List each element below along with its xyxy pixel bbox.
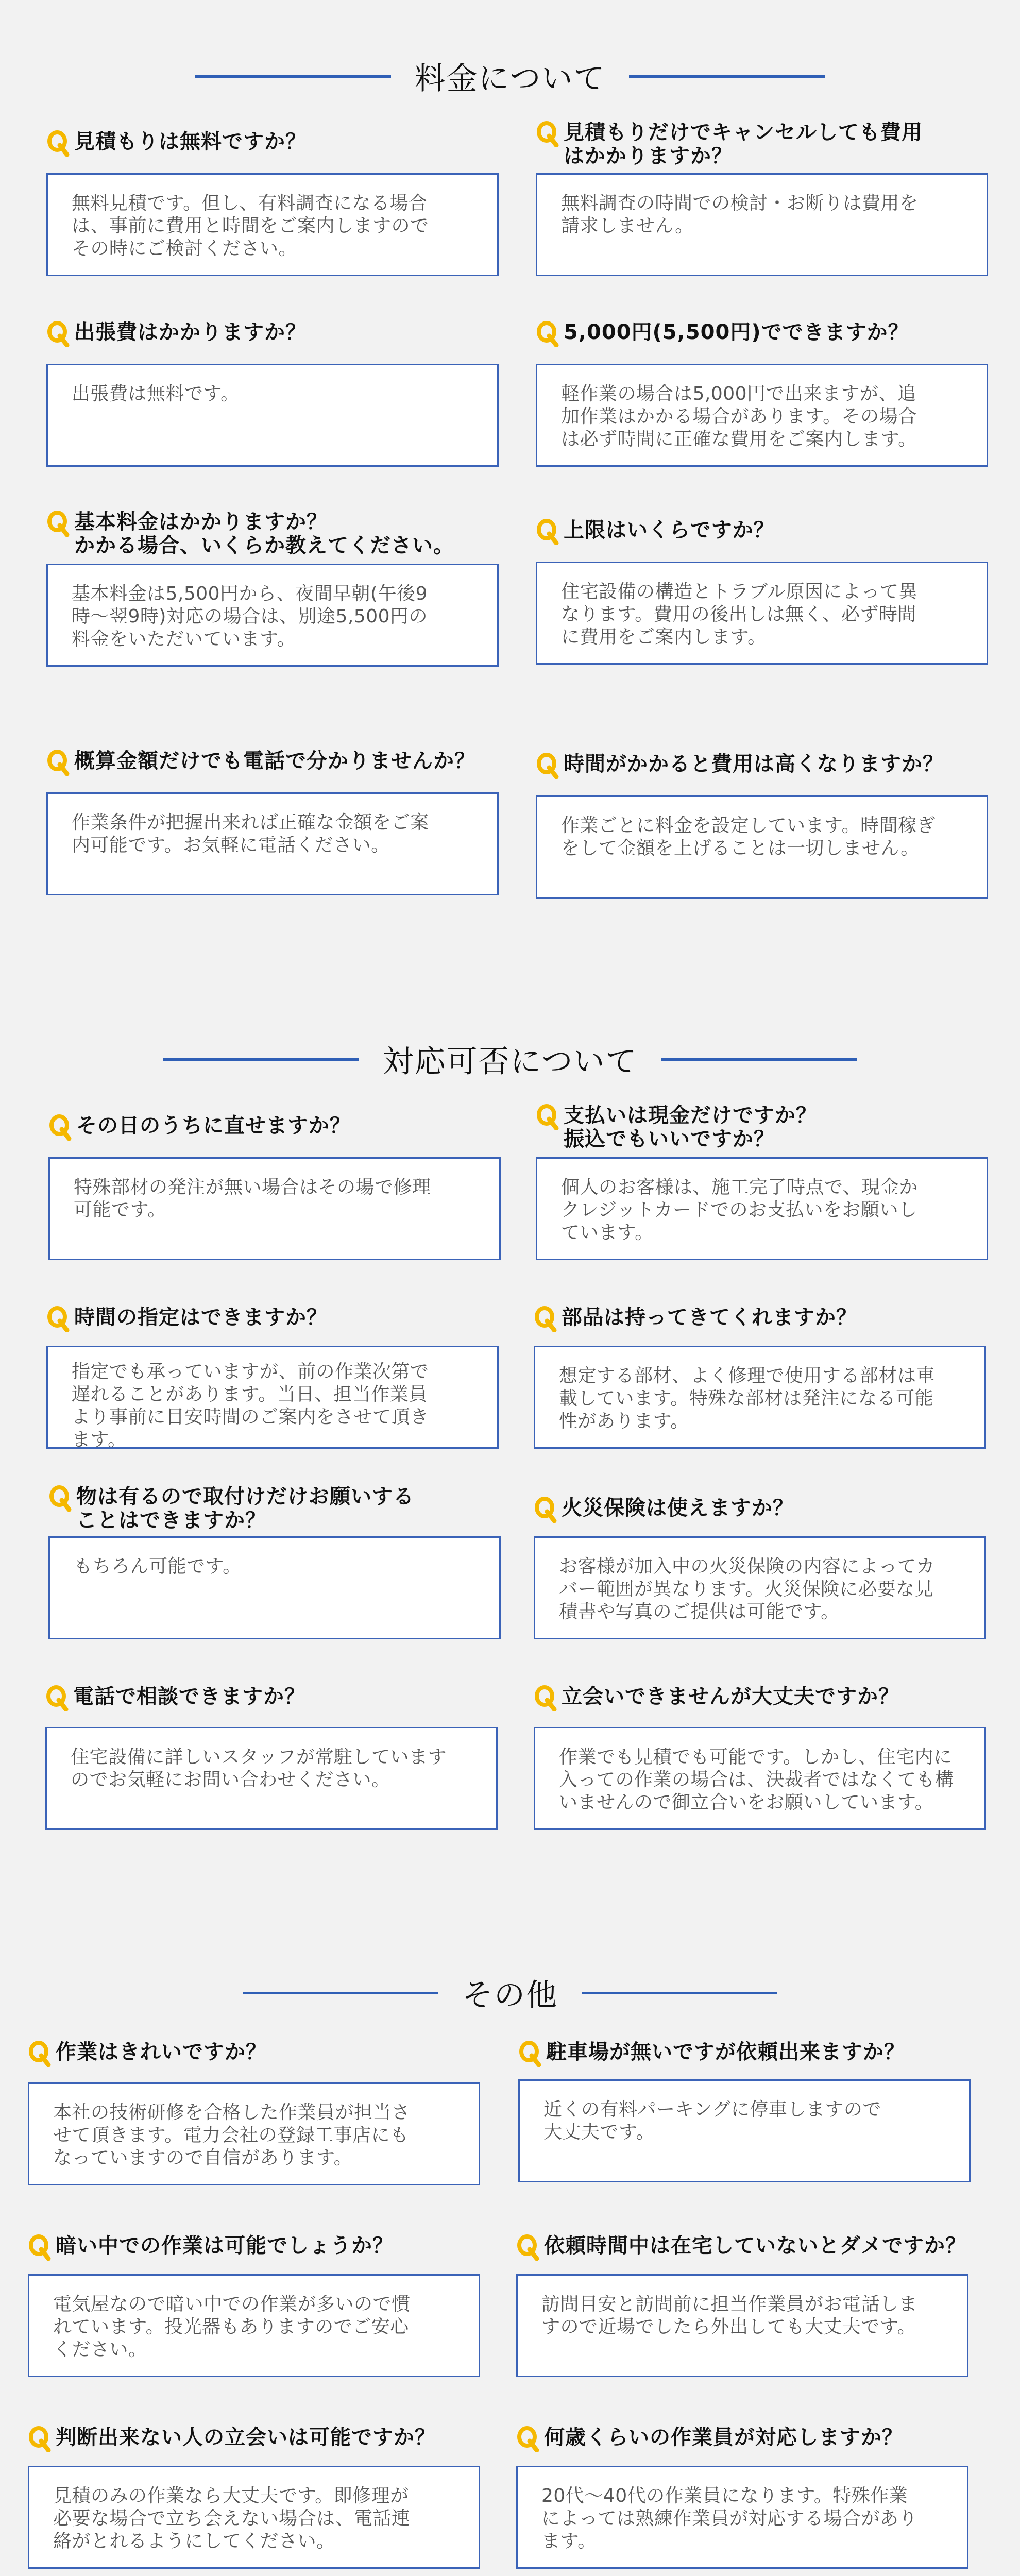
- question: [534, 1306, 987, 1334]
- question-text: 駐車場が無いですが依頼出来ますか？: [546, 2040, 905, 2064]
- answer-box: [48, 1157, 501, 1260]
- question-text: 暗い中での作業は可能でしょうか？: [56, 2234, 394, 2258]
- q-icon: [46, 509, 74, 539]
- question: [28, 2040, 481, 2069]
- question-text: 物は有るので取付けだけお願いする ことはできますか？: [76, 1485, 414, 1532]
- question-text: 火災保険は使えますか？: [562, 1496, 794, 1520]
- answer-text: 近くの有料パーキングに停車しますので 大丈夫です。: [543, 2099, 881, 2143]
- faq-item: [516, 2234, 970, 2337]
- q-icon: [536, 1103, 564, 1132]
- q-icon: [28, 2233, 56, 2263]
- answer-box: [534, 1727, 986, 1830]
- question-text: その日のうちに直せますか？: [76, 1114, 351, 1138]
- q-icon: [46, 1304, 74, 1334]
- answer-text: 個人のお客様は、施工完了時点で、現金か クレジットカードでのお支払いをお願いし ています。: [561, 1177, 918, 1243]
- title-line-left: [243, 1992, 438, 1994]
- section-heading: 対応可否について: [382, 1044, 638, 1080]
- answer-box: [48, 1536, 501, 1639]
- answer-box: [536, 173, 988, 276]
- answer-box: [536, 562, 988, 665]
- question-text: 上限はいくらですか？: [564, 518, 775, 542]
- q-icon: [536, 517, 564, 547]
- answer-text: 無料調査の時間での検討・お断りは費用を 請求しません。: [561, 193, 919, 236]
- q-icon: [534, 1684, 562, 1714]
- question: [536, 1104, 989, 1151]
- question: [536, 518, 989, 547]
- question-text: 何歳くらいの作業員が対応しますか？: [544, 2426, 903, 2449]
- faq-item: [534, 1306, 987, 1432]
- title-line-right: [582, 1992, 777, 1994]
- faq-item: [48, 1114, 502, 1221]
- q-icon: [28, 2039, 56, 2069]
- question: [516, 2426, 970, 2454]
- answer-text: 20代〜40代の作業員になります。特殊作業 によっては熟練作業員が対応する場合があり ます。: [541, 2485, 918, 2552]
- q-icon: [48, 1484, 76, 1514]
- answer-text: 電気屋なので暗い中での作業が多いので慣 れています。投光器もありますのでご安心 ください。: [53, 2294, 411, 2360]
- faq-item: [516, 2426, 970, 2552]
- question-text: 見積もりだけでキャンセルしても費用 はかかりますか？: [564, 121, 923, 168]
- answer-text: 作業条件が把握出来れば正確な金額をご案 内可能です。お気軽に電話ください。: [72, 812, 429, 856]
- question-text: 時間の指定はできますか？: [74, 1306, 328, 1329]
- faq-item: [46, 130, 500, 259]
- question-text: 見積もりは無料ですか？: [74, 130, 307, 154]
- answer-box: [536, 1157, 988, 1260]
- q-icon: [534, 1304, 562, 1334]
- question-text: 基本料金はかかりますか？ かかる場合、いくらか教えてください。: [74, 510, 454, 557]
- faq-item: [536, 752, 989, 859]
- question: [46, 130, 500, 159]
- answer-box: [46, 364, 499, 467]
- question: [46, 749, 500, 778]
- answer-text: 特殊部材の発注が無い場合はその場で修理 可能です。: [74, 1177, 431, 1221]
- question-text: 出張費はかかりますか？: [74, 320, 307, 344]
- q-icon: [46, 748, 74, 778]
- q-icon: [534, 1495, 562, 1525]
- answer-box: [28, 2274, 480, 2377]
- answer-box: [518, 2079, 971, 2182]
- faq-item: [46, 320, 500, 404]
- faq-item: [46, 1306, 500, 1450]
- answer-text: 本社の技術研修を合格した作業員が担当さ せて頂きます。電力会社の登録工事店にも なっていますので自信があります。: [53, 2102, 411, 2168]
- answer-text: 軽作業の場合は5,000円で出来ますが、追 加作業はかかる場合があります。その場合 は必ず時間に正確な費用をご案内します。: [561, 383, 917, 450]
- q-icon: [536, 751, 564, 781]
- question-text: 部品は持ってきてくれますか？: [562, 1306, 857, 1329]
- q-icon: [516, 2233, 544, 2263]
- question: [534, 1496, 987, 1525]
- faq-item: [536, 518, 989, 648]
- question-text: 支払いは現金だけですか？ 振込でもいいですか？: [564, 1104, 817, 1151]
- q-icon: [536, 319, 564, 349]
- question: [46, 1306, 500, 1334]
- question-text: 依頼時間中は在宅していないとダメですか？: [544, 2234, 966, 2258]
- section-heading: その他: [462, 1977, 558, 2013]
- q-icon: [28, 2425, 56, 2454]
- answer-box: [46, 1346, 499, 1449]
- question: [46, 510, 500, 557]
- question-text: 立会いできませんが大丈夫ですか？: [562, 1685, 899, 1708]
- answer-text: 想定する部材、よく修理で使用する部材は車 載しています。特殊な部材は発注になる可能 性があります。: [559, 1365, 936, 1432]
- question: [48, 1114, 502, 1143]
- faq-item: [518, 2040, 972, 2143]
- question-text: 判断出来ない人の立会いは可能ですか？: [56, 2426, 436, 2449]
- answer-box: [516, 2274, 968, 2377]
- question-text: 5,000円(5,500円)でできますか？: [564, 320, 909, 344]
- answer-box: [516, 2466, 968, 2569]
- question: [46, 320, 500, 349]
- answer-box: [45, 1727, 498, 1830]
- answer-box: [46, 792, 499, 895]
- q-icon: [516, 2425, 544, 2454]
- section-title-pricing: [0, 50, 1020, 102]
- faq-item: [28, 2234, 481, 2360]
- answer-text: もちろん可能です。: [74, 1556, 242, 1577]
- question: [28, 2234, 481, 2263]
- q-icon: [518, 2039, 546, 2069]
- answer-text: お客様が加入中の火災保険の内容によってカ バー範囲が異なります。火災保険に必要な見 積書や写真のご提供は可能です。: [559, 1556, 936, 1622]
- question: [536, 320, 989, 349]
- answer-box: [536, 364, 988, 467]
- answer-text: 作業でも見積でも可能です。しかし、住宅内に 入っての作業の場合は、決裁者ではなくても構 いませんので御立合いをお願いしています。: [559, 1747, 954, 1813]
- answer-text: 見積のみの作業なら大丈夫です。即修理が 必要な場合で立ち会えない場合は、電話連 絡がとれるようにしてください。: [53, 2485, 411, 2552]
- section-heading: 料金について: [414, 61, 606, 97]
- answer-text: 訪問目安と訪問前に担当作業員がお電話しま すので近場でしたら外出しても大丈夫です。: [541, 2294, 918, 2337]
- question: [516, 2234, 970, 2263]
- title-line-left: [195, 75, 391, 78]
- title-line-right: [661, 1058, 857, 1061]
- faq-item: [534, 1496, 987, 1622]
- answer-box: [46, 564, 499, 667]
- answer-text: 住宅設備に詳しいスタッフが常駐しています のでお気軽にお問い合わせください。: [71, 1747, 447, 1790]
- answer-text: 指定でも承っていますが、前の作業次第で 遅れることがあります。当日、担当作業員 より事前に目安時間のご案内をさせて頂き ます。: [72, 1361, 429, 1450]
- question: [518, 2040, 972, 2069]
- q-icon: [536, 120, 564, 149]
- question: [28, 2426, 481, 2454]
- answer-box: [534, 1346, 986, 1449]
- answer-box: [534, 1536, 986, 1639]
- question-text: 概算金額だけでも電話で分かりませんか？: [74, 749, 475, 773]
- answer-box: [28, 2082, 480, 2185]
- answer-text: 住宅設備の構造とトラブル原因によって異 なります。費用の後出しは無く、必ず時間 に費用をご案内します。: [561, 581, 918, 648]
- faq-item: [46, 749, 500, 856]
- answer-text: 作業ごとに料金を設定しています。時間稼ぎ をして金額を上げることは一切しません。: [561, 815, 936, 859]
- question-text: 電話で相談できますか？: [73, 1685, 305, 1708]
- q-icon: [48, 1113, 76, 1143]
- question: [48, 1485, 502, 1532]
- question: [536, 752, 989, 781]
- section-title-other: [0, 1967, 1020, 2019]
- answer-text: 出張費は無料です。: [72, 383, 240, 404]
- q-icon: [46, 129, 74, 159]
- question: [45, 1685, 499, 1714]
- faq-item: [536, 320, 989, 450]
- question: [536, 121, 989, 168]
- section-title-availability: [0, 1033, 1020, 1085]
- answer-box: [28, 2466, 480, 2569]
- faq-item: [28, 2426, 481, 2552]
- title-line-left: [163, 1058, 359, 1061]
- faq-item: [48, 1485, 502, 1577]
- answer-box: [536, 795, 988, 899]
- faq-item: [46, 510, 500, 650]
- answer-text: 基本料金は5,500円から、夜間早朝(午後9 時〜翌9時)対応の場合は、別途5,500円の 料金をいただいています。: [72, 583, 428, 650]
- answer-text: 無料見積です。但し、有料調査になる場合 は、事前に費用と時間をご案内しますので その時にご検討ください。: [72, 193, 429, 259]
- question: [534, 1685, 987, 1714]
- question-text: 作業はきれいですか？: [56, 2040, 267, 2064]
- faq-item: [536, 1104, 989, 1243]
- question-text: 時間がかかると費用は高くなりますか？: [564, 752, 944, 776]
- title-line-right: [629, 75, 825, 78]
- faq-item: [45, 1685, 499, 1790]
- answer-box: [46, 173, 499, 276]
- faq-item: [28, 2040, 481, 2168]
- faq-item: [536, 121, 989, 236]
- q-icon: [46, 319, 74, 349]
- q-icon: [45, 1684, 73, 1714]
- faq-item: [534, 1685, 987, 1813]
